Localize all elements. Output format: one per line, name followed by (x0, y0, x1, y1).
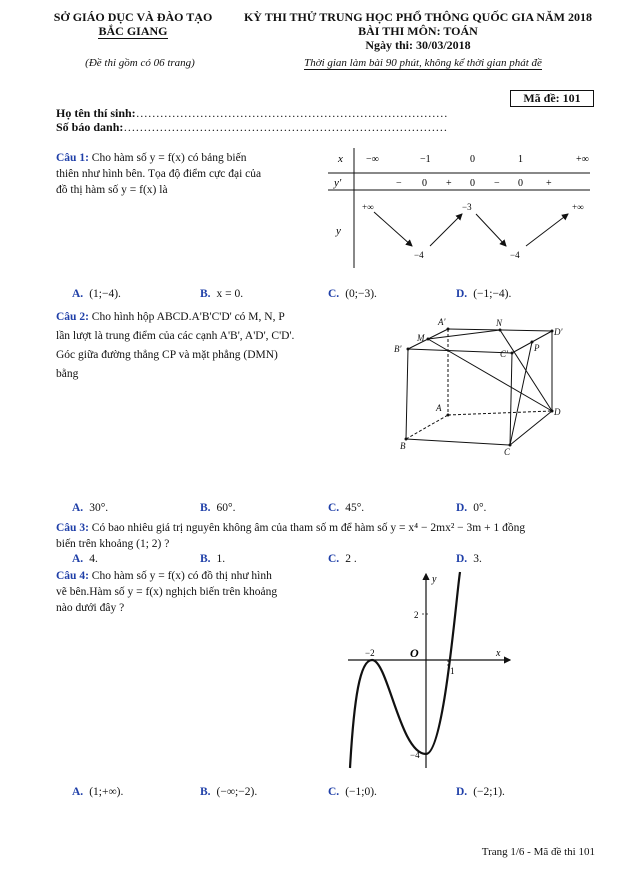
page-footer: Trang 1/6 - Mã đề thi 101 (481, 846, 595, 858)
label-n: N (496, 318, 503, 328)
question-1-text (56, 150, 326, 198)
q1-option-b-label: B. (200, 288, 211, 300)
arrow-down-2 (476, 214, 506, 246)
ministry-name: SỞ GIÁO DỤC VÀ ĐÀO TẠO (53, 10, 213, 24)
tbl-y-1: −3 (462, 202, 472, 212)
exam-code-box: Mã đề: 101 (510, 90, 594, 107)
q1-option-c-text: (0;−3). (345, 288, 377, 300)
q4-option-b[interactable] (200, 786, 257, 798)
q4-line-1 (56, 568, 326, 584)
q2-option-b-label: B. (200, 502, 211, 514)
q3-line-1 (56, 520, 596, 536)
q2-line-1 (56, 308, 336, 327)
q2-line-1-text: Cho hình hộp ABCD.A'B'C'D' có M, N, P (91, 311, 285, 323)
graph-tick-1: 1 (450, 666, 455, 676)
tbl-x-0: −∞ (366, 154, 379, 165)
graph-tick-neg2: −2 (365, 648, 375, 658)
q2-option-b-text: 60°. (216, 502, 236, 514)
label-d1: D' (554, 327, 563, 337)
label-b: B (400, 441, 406, 451)
q1-option-c-label: C. (328, 288, 340, 300)
q3-line-1-text: Có bao nhiêu giá trị nguyên không âm của tham số m để hàm số y = x⁴ − 2mx² − 3m + 1 đồng (91, 522, 526, 534)
q1-line-1-text: Cho hàm số y = f(x) có bảng biến (91, 152, 247, 164)
q1-line-2: thiên như hình bên. Tọa độ điểm cực đại của (56, 168, 262, 180)
candidate-id-dots: ……………………………………………………………………… (123, 120, 448, 134)
arrow-down-1 (374, 212, 412, 246)
parallelepiped-figure (390, 315, 570, 460)
q4-option-d-label: D. (456, 786, 468, 798)
q3-option-c[interactable] (328, 553, 357, 565)
variation-table (328, 148, 594, 270)
q4-line-1-text: Cho hàm số y = f(x) có đồ thị như hình (91, 570, 272, 582)
candidate-name-line (56, 106, 448, 121)
q2-option-a-label: A. (72, 502, 84, 514)
exam-subject: BÀI THI MÔN: TOÁN (358, 24, 478, 38)
candidate-name-dots: …………………………………………………………………… (135, 106, 448, 120)
q3-option-b[interactable] (200, 553, 225, 565)
arrow-up-1 (430, 214, 462, 246)
label-p: P (534, 343, 540, 353)
q1-option-a-label: A. (72, 288, 84, 300)
q2-line-2: lần lượt là trung điểm của các cạnh A'B', A'D', C'D'. (56, 330, 295, 342)
question-2-text (56, 308, 336, 384)
tbl-y-0: +∞ (362, 202, 374, 212)
tbl-y-3: −4 (414, 250, 424, 260)
tbl-y-label: y (336, 225, 341, 237)
time-note-text: Thời gian làm bài 90 phút, không kể thời gian phát đề (304, 57, 542, 69)
tbl-y-4: −4 (510, 250, 520, 260)
tbl-dy-6: + (546, 178, 552, 189)
label-c1: C' (500, 349, 508, 359)
q1-option-b-text: x = 0. (216, 288, 244, 300)
q2-option-a[interactable] (72, 502, 108, 514)
arrow-up-2 (526, 214, 568, 246)
q3-option-a-text: 4. (89, 553, 98, 565)
q2-option-a-text: 30°. (89, 502, 109, 514)
q4-option-b-text: (−∞;−2). (216, 786, 258, 798)
q2-option-c-text: 45°. (345, 502, 365, 514)
label-a: A (436, 403, 442, 413)
q2-label: Câu 2: (56, 311, 89, 323)
candidate-name-label: Họ tên thí sinh: (56, 106, 136, 120)
q4-option-c[interactable] (328, 786, 377, 798)
q1-option-b[interactable] (200, 288, 243, 300)
q4-line-3: nào dưới đây ? (56, 602, 125, 614)
q1-line-3: đồ thị hàm số y = f(x) là (56, 184, 168, 196)
q2-line-4: bằng (56, 368, 79, 380)
q4-option-a[interactable] (72, 786, 123, 798)
cubic-curve (350, 572, 460, 768)
q2-option-b[interactable] (200, 502, 236, 514)
candidate-id-label: Số báo danh: (56, 120, 124, 134)
label-m: M (417, 333, 425, 343)
q3-option-a[interactable] (72, 553, 98, 565)
exam-title: KỲ THI THỬ TRUNG HỌC PHỔ THÔNG QUỐC GIA NĂM 2018 (243, 10, 593, 24)
q4-line-2: vẽ bên.Hàm số y = f(x) nghịch biến trên khoảng (56, 586, 278, 598)
q4-option-a-label: A. (72, 786, 84, 798)
question-4-text (56, 568, 326, 616)
q3-option-c-label: C. (328, 553, 340, 565)
tbl-x-2: 0 (470, 154, 475, 165)
province-name (48, 24, 218, 39)
q3-option-d[interactable] (456, 553, 482, 565)
q3-label: Câu 3: (56, 522, 89, 534)
q3-line-2: biến trên khoảng (1; 2) ? (56, 538, 170, 550)
tbl-x-1: −1 (420, 154, 431, 165)
q3-option-c-text: 2 . (345, 553, 357, 565)
q2-option-d-label: D. (456, 502, 468, 514)
tbl-dy-1: 0 (422, 178, 427, 189)
graph-tick-2: 2 (414, 610, 419, 620)
label-d: D (554, 407, 561, 417)
q2-line-3: Góc giữa đường thẳng CP và mặt phẳng (DMN) (56, 349, 278, 361)
function-graph (340, 568, 520, 778)
label-a1: A' (438, 317, 446, 327)
graph-y-label: y (432, 574, 437, 585)
tbl-dy-3: 0 (470, 178, 475, 189)
q3-option-b-text: 1. (216, 553, 226, 565)
q1-label: Câu 1: (56, 152, 89, 164)
q4-option-a-text: (1;+∞). (89, 786, 124, 798)
q4-option-d-text: (−2;1). (473, 786, 505, 798)
label-b1: B' (394, 344, 402, 354)
graph-x-label: x (496, 648, 501, 659)
q1-line-1 (56, 150, 326, 166)
q4-option-c-label: C. (328, 786, 340, 798)
q2-option-c-label: C. (328, 502, 340, 514)
tbl-dy-0: − (396, 178, 402, 189)
tbl-x-4: +∞ (576, 154, 589, 165)
q3-option-d-text: 3. (473, 553, 482, 565)
q1-option-c[interactable] (328, 288, 377, 300)
tbl-x-label: x (338, 153, 343, 165)
time-note (278, 57, 568, 69)
q3-option-d-label: D. (456, 553, 468, 565)
q4-option-d[interactable] (456, 786, 505, 798)
tbl-y-2: +∞ (572, 202, 584, 212)
candidate-id-line (56, 120, 447, 135)
tbl-x-3: 1 (518, 154, 523, 165)
exam-date: Ngày thi: 30/03/2018 (365, 38, 471, 52)
label-c: C (504, 447, 511, 457)
tbl-dy-5: 0 (518, 178, 523, 189)
q1-option-d-text: (−1;−4). (473, 288, 512, 300)
tbl-dy-label: y' (334, 177, 342, 189)
q2-option-c[interactable] (328, 502, 364, 514)
q1-option-a-text: (1;−4). (89, 288, 121, 300)
q4-option-b-label: B. (200, 786, 211, 798)
graph-tick-neg4: −4 (410, 750, 420, 760)
q1-option-a[interactable] (72, 288, 121, 300)
province-text: BẮC GIANG (98, 24, 168, 38)
q3-option-b-label: B. (200, 553, 211, 565)
graph-origin-label: O (410, 646, 419, 660)
tbl-dy-4: − (494, 178, 500, 189)
q3-option-a-label: A. (72, 553, 84, 565)
q1-option-d-label: D. (456, 288, 468, 300)
q1-option-d[interactable] (456, 288, 511, 300)
tbl-dy-2: + (446, 178, 452, 189)
q2-option-d[interactable] (456, 502, 486, 514)
question-3-text (56, 520, 596, 552)
page-count-note: (Đề thi gồm có 06 trang) (85, 57, 195, 69)
q2-option-d-text: 0°. (473, 502, 487, 514)
q4-label: Câu 4: (56, 570, 89, 582)
q4-option-c-text: (−1;0). (345, 786, 377, 798)
